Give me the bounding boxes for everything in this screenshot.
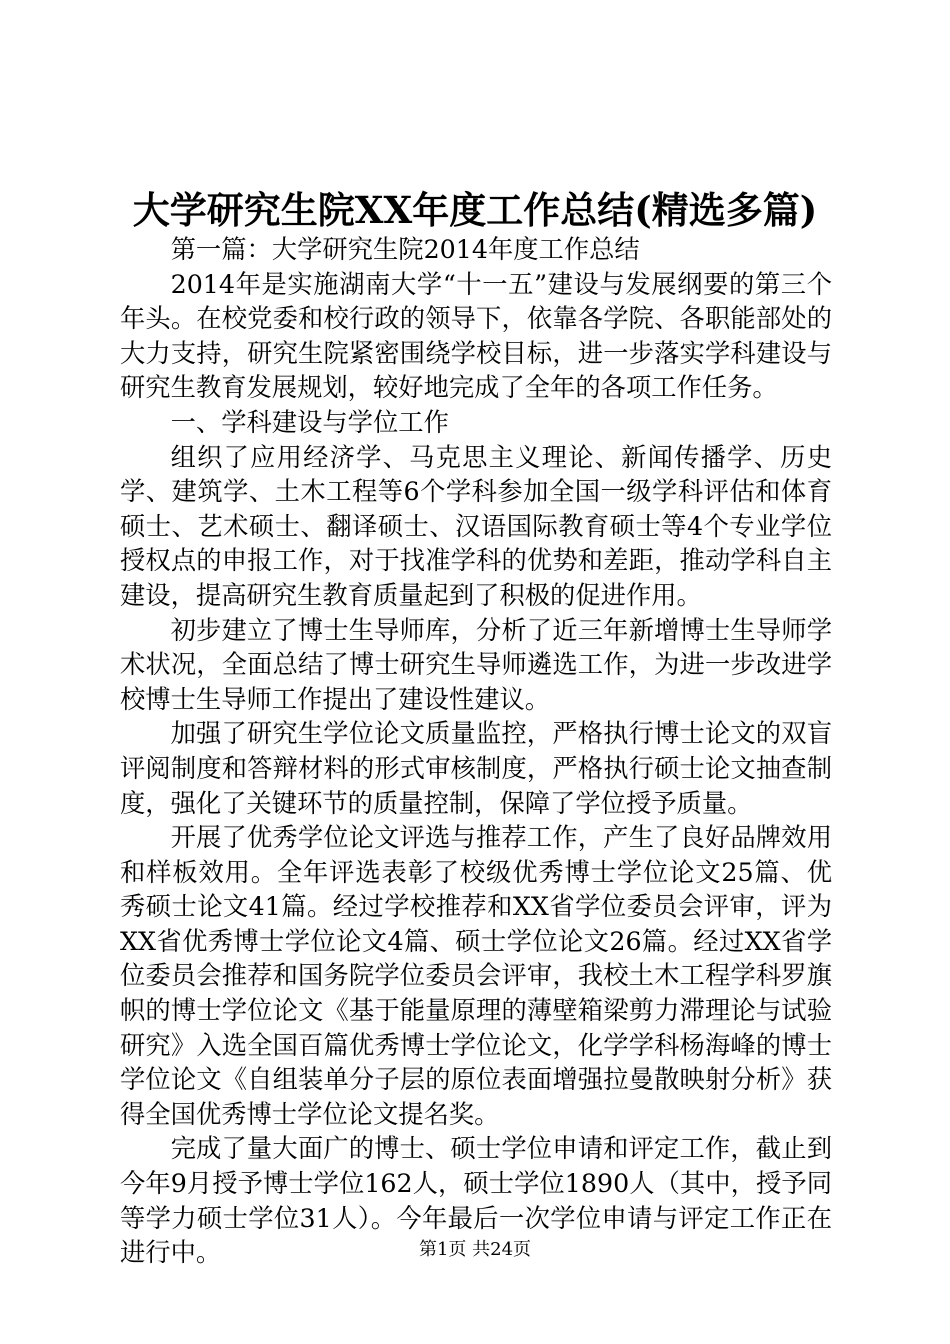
paragraph: 2014年是实施湖南大学“十一五”建设与发展纲要的第三个年头。在校党委和校行政的领导下，依靠各学院、各职能部处的大力支持，研究生院紧密围绕学校目标，进一步落实学科建设与研究生教育发展规划，较好地完成了全年的各项工作任务。 <box>120 269 832 403</box>
paragraph: 开展了优秀学位论文评选与推荐工作，产生了良好品牌效用和样板效用。全年评选表彰了校级优秀博士学位论文25篇、优秀硕士论文41篇。经过学校推荐和XX省学位委员会评审，评为XX省优秀博士学位论文4篇、硕士学位论文26篇。经过XX省学位委员会推荐和国务院学位委员会评审，我校土木工程学科罗旗帜的博士学位论文《基于能量原理的薄壁箱梁剪力滞理论与试验研究》入选全国百篇优秀博士学位论文，化学学科杨海峰的博士学位论文《自组装单分子层的原位表面增强拉曼散映射分析》获得全国优秀博士学位论文提名奖。 <box>120 823 832 1129</box>
paragraph: 组织了应用经济学、马克思主义理论、新闻传播学、历史学、建筑学、土木工程等6个学科参加全国一级学科评估和体育硕士、艺术硕士、翻译硕士、汉语国际教育硕士等4个专业学位授权点的申报工作，对于找准学科的优势和差距，推动学科自主建设，提高研究生教育质量起到了积极的促进作用。 <box>120 442 832 610</box>
section-heading: 第一篇：大学研究生院2014年度工作总结 <box>170 235 640 264</box>
document-body <box>120 233 832 1271</box>
page-footer: 第1页 共24页 <box>418 1239 532 1260</box>
paragraph: 加强了研究生学位论文质量监控，严格执行博士论文的双盲评阅制度和答辩材料的形式审核制度，严格执行硕士论文抽查制度，强化了关键环节的质量控制，保障了学位授予质量。 <box>120 719 832 818</box>
document-title: 大学研究生院XX年度工作总结(精选多篇) <box>132 188 818 232</box>
paragraph: 完成了量大面广的博士、硕士学位申请和评定工作，截止到今年9月授予博士学位162人，硕士学位1890人（其中，授予同等学力硕士学位31人）。今年最后一次学位申请与评定工作正在进行中。 <box>120 1134 832 1268</box>
subsection-heading: 一、学科建设与学位工作 <box>170 407 449 437</box>
paragraph: 初步建立了博士生导师库，分析了近三年新增博士生导师学术状况，全面总结了博士研究生导师遴选工作，为进一步改进学校博士生导师工作提出了建设性建议。 <box>120 615 832 714</box>
